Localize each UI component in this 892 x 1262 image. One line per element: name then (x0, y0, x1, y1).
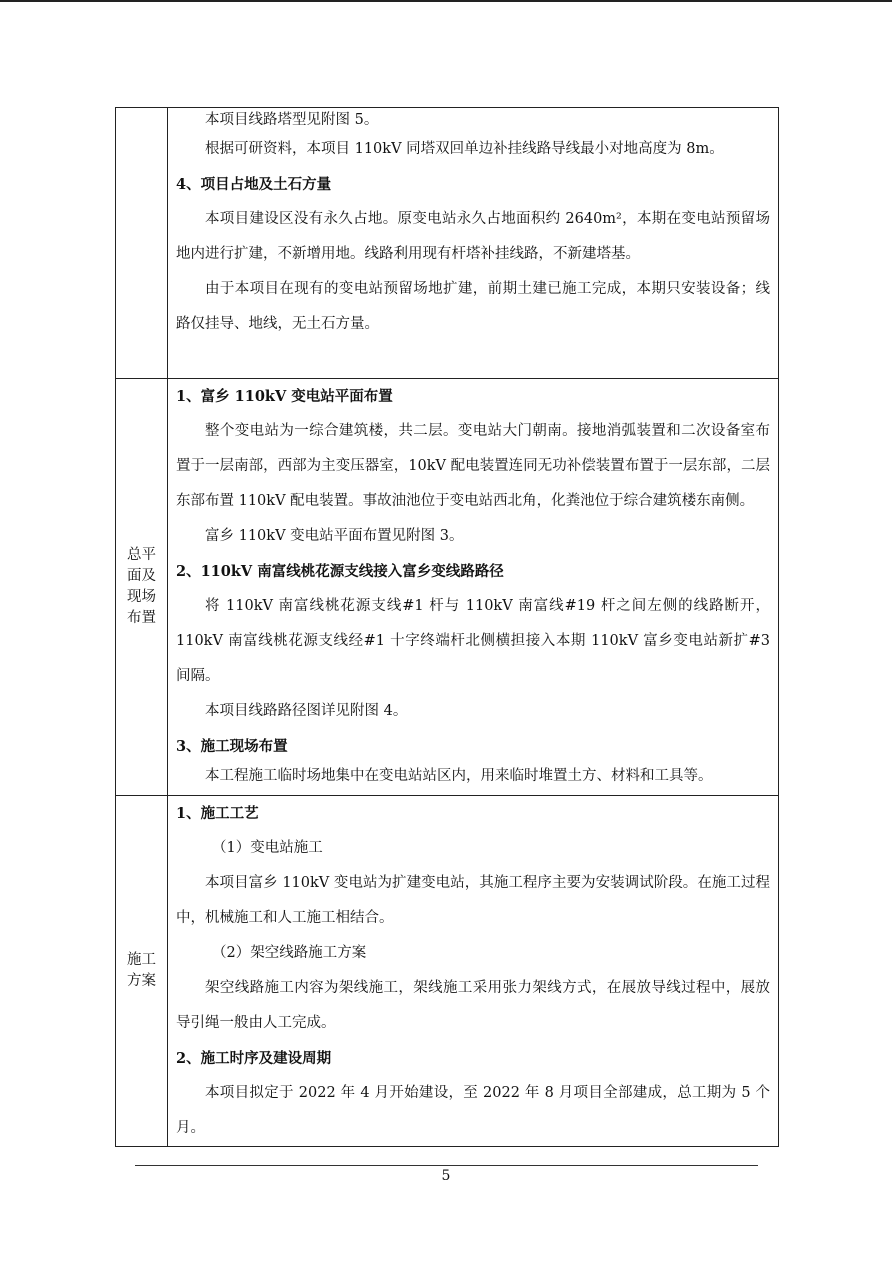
section-heading: 1、施工工艺 (176, 805, 259, 822)
paragraph: 本项目线路路径图详见附图 4。 (205, 703, 408, 719)
sub-heading: （1）变电站施工 (212, 840, 323, 856)
paragraph: 本项目线路塔型见附图 5。 (205, 112, 379, 128)
footer-line (135, 1165, 758, 1166)
section-heading: 4、项目占地及土石方量 (176, 176, 332, 193)
row-label-cell (116, 796, 168, 1147)
paragraph: 整个变电站为一综合建筑楼，共二层。变电站大门朝南。接地消弧装置和二次设备室布置于一层南部，西部为主变压器室，10kV 配电装置连同无功补偿装置布置于一层东部，二层东部布置 110kV 配电装置。事故油池位于变电站西北角，化粪池位于综合建筑楼东南侧。 (176, 423, 770, 509)
section-heading: 3、施工现场布置 (176, 738, 288, 755)
paragraph: 将 110kV 南富线桃花源支线#1 杆与 110kV 南富线#19 杆之间左侧的线路断开，110kV 南富线桃花源支线经#1 十字终端杆北侧横担接入本期 110kV 富乡变电站新扩#3 间隔。 (176, 598, 770, 684)
paragraph: 富乡 110kV 变电站平面布置见附图 3。 (205, 528, 464, 544)
row-content-cell (168, 379, 779, 796)
row-label: 施工方案 (127, 952, 156, 989)
top-border-line (0, 0, 892, 2)
table-row (116, 108, 779, 379)
row-content-cell (168, 108, 779, 379)
row-label-cell (116, 379, 168, 796)
table-row (116, 796, 779, 1147)
row-label-cell (116, 108, 168, 379)
section-heading: 2、110kV 南富线桃花源支线接入富乡变线路路径 (176, 563, 504, 580)
paragraph (176, 202, 770, 272)
paragraph-text: 本项目建设区没有永久占地。原变电站永久占地面积约 2640m²，本期在变电站预留场地内进行扩建，不新增用地。线路利用现有杆塔补挂线路，不新建塔基。 (176, 211, 770, 262)
section-heading: 1、富乡 110kV 变电站平面布置 (176, 388, 393, 405)
section-heading: 2、施工时序及建设周期 (176, 1050, 332, 1067)
sub-heading: （2）架空线路施工方案 (212, 945, 367, 961)
page-number: 5 (441, 1168, 451, 1184)
paragraph: 本项目富乡 110kV 变电站为扩建变电站，其施工程序主要为安装调试阶段。在施工过程中，机械施工和人工施工相结合。 (176, 875, 770, 926)
paragraph: 由于本项目在现有的变电站预留场地扩建，前期土建已施工完成，本期只安装设备；线路仅挂导、地线，无土石方量。 (176, 281, 770, 332)
content-table (115, 107, 779, 1147)
row-label: 总平面及现场布置 (127, 547, 156, 626)
table-row (116, 379, 779, 796)
paragraph: 架空线路施工内容为架线施工，架线施工采用张力架线方式，在展放导线过程中，展放导引绳一般由人工完成。 (176, 980, 770, 1031)
paragraph: 本工程施工临时场地集中在变电站站区内，用来临时堆置土方、材料和工具等。 (205, 768, 713, 784)
paragraph: 本项目拟定于 2022 年 4 月开始建设，至 2022 年 8 月项目全部建成，总工期为 5 个月。 (176, 1085, 770, 1136)
paragraph: 根据可研资料，本项目 110kV 同塔双回单边补挂线路导线最小对地高度为 8m。 (205, 141, 724, 157)
row-content-cell (168, 796, 779, 1147)
